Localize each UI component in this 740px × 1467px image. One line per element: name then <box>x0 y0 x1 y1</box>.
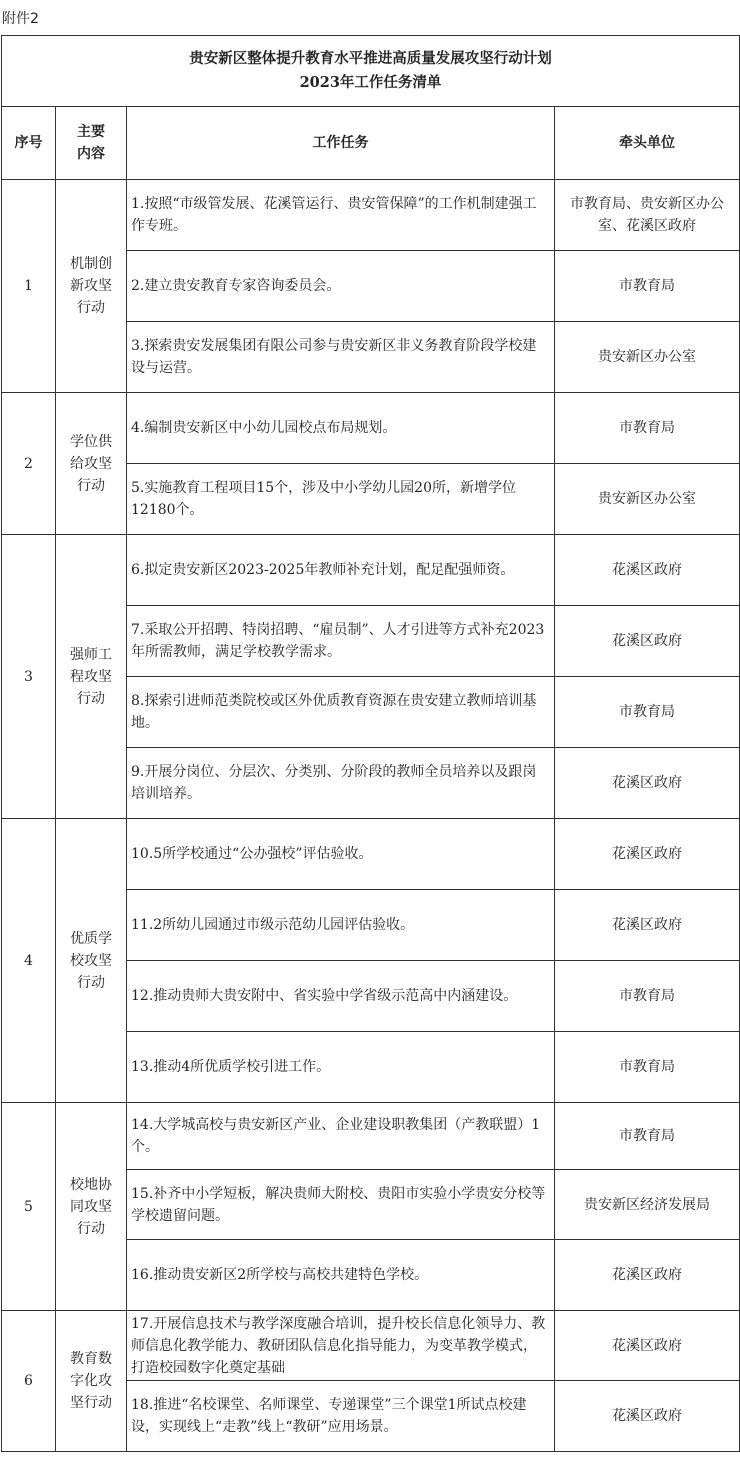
task-cell: 12.推动贵师大贵安附中、省实验中学省级示范高中内涵建设。 <box>127 961 555 1032</box>
group-number: 6 <box>2 1311 56 1452</box>
lead-unit-cell: 花溪区政府 <box>555 1381 740 1452</box>
lead-unit-cell: 市教育局 <box>555 1103 740 1170</box>
header-row <box>2 107 740 180</box>
lead-unit-cell: 花溪区政府 <box>555 890 740 961</box>
group-content: 优质学校攻坚行动 <box>56 819 127 1103</box>
table-body <box>2 180 740 1452</box>
document-title <box>2 36 740 107</box>
header-content: 主要内容 <box>56 107 127 180</box>
group-number: 2 <box>2 393 56 535</box>
task-cell: 4.编制贵安新区中小幼儿园校点布局规划。 <box>127 393 555 464</box>
lead-unit-cell: 花溪区政府 <box>555 535 740 606</box>
lead-unit-cell: 花溪区政府 <box>555 819 740 890</box>
lead-unit-cell: 花溪区政府 <box>555 1311 740 1381</box>
task-table <box>1 35 740 1452</box>
table-row <box>2 180 740 251</box>
title-line-1: 贵安新区整体提升教育水平推进高质量发展攻坚行动计划 <box>189 50 552 67</box>
task-cell: 3.探索贵安发展集团有限公司参与贵安新区非义务教育阶段学校建设与运营。 <box>127 322 555 393</box>
group-number: 5 <box>2 1103 56 1311</box>
group-content: 机制创新攻坚行动 <box>56 180 127 393</box>
lead-unit-cell: 市教育局 <box>555 961 740 1032</box>
lead-unit-cell: 市教育局 <box>555 677 740 748</box>
group-number: 3 <box>2 535 56 819</box>
task-cell: 18.推进“名校课堂、名师课堂、专递课堂”三个课堂1所试点校建设，实现线上“走教”线上“教研”应用场景。 <box>127 1381 555 1452</box>
header-lead: 牵头单位 <box>555 107 740 180</box>
task-cell: 17.开展信息技术与教学深度融合培训，提升校长信息化领导力、教师信息化教学能力、教研团队信息化指导能力，为变革教学模式，打造校园数字化奠定基础 <box>127 1311 555 1381</box>
task-cell: 10.5所学校通过“公办强校”评估验收。 <box>127 819 555 890</box>
group-content: 教育数字化攻坚行动 <box>56 1311 127 1452</box>
header-task: 工作任务 <box>127 107 555 180</box>
table-row <box>2 1103 740 1170</box>
lead-unit-cell: 花溪区政府 <box>555 1240 740 1311</box>
task-cell: 13.推动4所优质学校引进工作。 <box>127 1032 555 1103</box>
task-cell: 6.拟定贵安新区2023-2025年教师补充计划，配足配强师资。 <box>127 535 555 606</box>
table-row <box>2 1311 740 1381</box>
task-cell: 9.开展分岗位、分层次、分类别、分阶段的教师全员培养以及跟岗培训培养。 <box>127 748 555 819</box>
lead-unit-cell: 市教育局、贵安新区办公室、花溪区政府 <box>555 180 740 251</box>
task-cell: 14.大学城高校与贵安新区产业、企业建设职教集团（产教联盟）1个。 <box>127 1103 555 1170</box>
group-content: 强师工程攻坚行动 <box>56 535 127 819</box>
lead-unit-cell: 花溪区政府 <box>555 748 740 819</box>
lead-unit-cell: 市教育局 <box>555 1032 740 1103</box>
header-no: 序号 <box>2 107 56 180</box>
group-number: 4 <box>2 819 56 1103</box>
lead-unit-cell: 花溪区政府 <box>555 606 740 677</box>
table-row <box>2 819 740 890</box>
lead-unit-cell: 贵安新区办公室 <box>555 464 740 535</box>
task-cell: 16.推动贵安新区2所学校与高校共建特色学校。 <box>127 1240 555 1311</box>
lead-unit-cell: 市教育局 <box>555 393 740 464</box>
table-row <box>2 535 740 606</box>
lead-unit-cell: 市教育局 <box>555 251 740 322</box>
table-row <box>2 393 740 464</box>
lead-unit-cell: 贵安新区办公室 <box>555 322 740 393</box>
task-cell: 15.补齐中小学短板，解决贵师大附校、贵阳市实验小学贵安分校等学校遗留问题。 <box>127 1170 555 1240</box>
task-cell: 7.采取公开招聘、特岗招聘、“雇员制”、人才引进等方式补充2023年所需教师，满足学校教学需求。 <box>127 606 555 677</box>
task-cell: 8.探索引进师范类院校或区外优质教育资源在贵安建立教师培训基地。 <box>127 677 555 748</box>
lead-unit-cell: 贵安新区经济发展局 <box>555 1170 740 1240</box>
annex-label: 附件2 <box>2 11 39 27</box>
task-cell: 5.实施教育工程项目15个，涉及中小学幼儿园20所，新增学位12180个。 <box>127 464 555 535</box>
title-line-2: 2023年工作任务清单 <box>299 74 442 91</box>
task-cell: 2.建立贵安教育专家咨询委员会。 <box>127 251 555 322</box>
group-content: 校地协同攻坚行动 <box>56 1103 127 1311</box>
group-number: 1 <box>2 180 56 393</box>
task-cell: 1.按照“市级管发展、花溪管运行、贵安管保障”的工作机制建强工作专班。 <box>127 180 555 251</box>
group-content: 学位供给攻坚行动 <box>56 393 127 535</box>
task-cell: 11.2所幼儿园通过市级示范幼儿园评估验收。 <box>127 890 555 961</box>
